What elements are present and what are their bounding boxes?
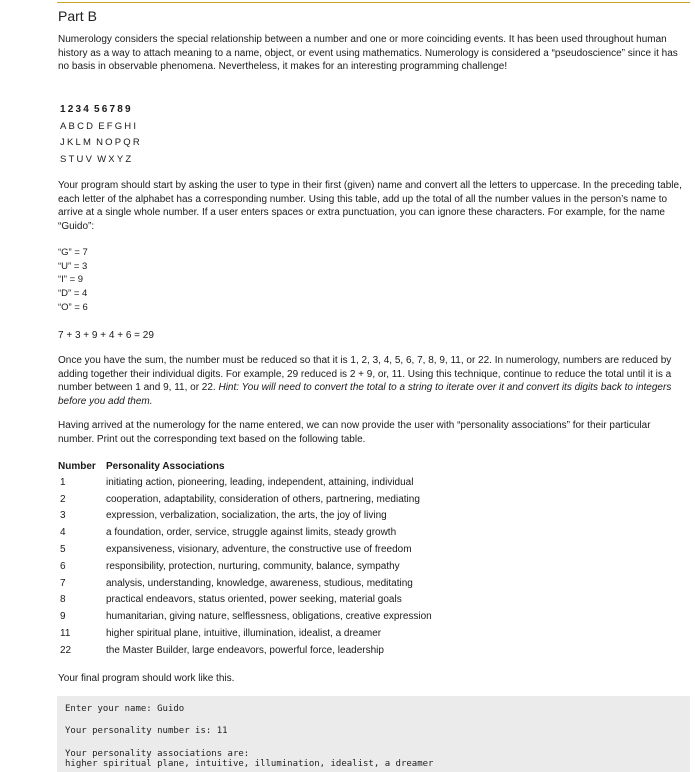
row-number: 4 <box>60 527 66 539</box>
grid-cell: D <box>86 120 93 132</box>
grid-cell: J <box>60 137 65 149</box>
sample-prompt: Enter your name: Guido <box>65 704 185 714</box>
final-text: Your final program should work like this. <box>58 673 235 684</box>
table-header-row <box>58 459 432 474</box>
example-line: “O” = 6 <box>58 301 88 313</box>
grid-cell: C <box>77 120 84 132</box>
table-row <box>58 491 432 508</box>
sample-assoc-label: Your personality associations are: <box>65 749 250 759</box>
grid-cell: R <box>132 137 140 149</box>
grid-cell: Q <box>123 137 131 149</box>
row-associations: cooperation, adaptability, consideration of others, partnering, mediating <box>106 493 420 505</box>
grid-cell: M <box>82 137 91 149</box>
row-associations: humanitarian, giving nature, selflessness, obligations, creative expression <box>106 611 432 623</box>
example-sum: 7 + 3 + 9 + 4 + 6 = 29 <box>58 330 154 341</box>
table-row <box>58 625 432 642</box>
table-row <box>58 508 432 525</box>
table-row <box>58 575 432 592</box>
grid-cell: G <box>114 120 123 132</box>
row-number: 5 <box>60 544 66 556</box>
table-row <box>58 541 432 558</box>
section-title: Part B <box>58 8 97 24</box>
grid-cell: O <box>105 137 113 149</box>
grid-cell: F <box>106 120 113 132</box>
row-number: 2 <box>60 493 66 505</box>
row-associations: higher spiritual plane, intuitive, illumination, idealist, a dreamer <box>106 628 382 640</box>
grid-cell: A <box>60 120 67 132</box>
grid-cell: 1 <box>60 104 66 115</box>
table-row <box>58 524 432 541</box>
grid-cell: 5 <box>94 104 100 115</box>
letter-number-grid <box>60 102 142 168</box>
row-number: 6 <box>60 560 66 572</box>
table-row <box>58 558 432 575</box>
grid-cell: T <box>68 153 75 165</box>
row-associations: expression, verbalization, socialization, the arts, the joy of living <box>106 510 387 522</box>
grid-cell: L <box>75 137 81 149</box>
grid-cell: B <box>68 120 75 132</box>
grid-cell: 8 <box>117 104 123 115</box>
grid-cell: V <box>85 153 92 165</box>
row-associations: responsibility, protection, nurturing, community, balance, sympathy <box>106 560 400 572</box>
table-row <box>58 642 432 659</box>
example-line: “G” = 7 <box>58 247 88 258</box>
grid-cell: N <box>96 137 103 149</box>
sample-result: Your personality number is: 11 <box>65 726 228 736</box>
row-number: 11 <box>60 628 71 640</box>
grid-letter-row <box>60 119 142 136</box>
grid-cell: H <box>124 120 132 132</box>
row-number: 1 <box>60 476 66 488</box>
grid-cell: 7 <box>109 104 116 115</box>
grid-cell: Y <box>116 153 124 165</box>
example-line: “I” = 9 <box>58 274 84 286</box>
grid-cell: 3 <box>75 104 82 115</box>
row-number: 9 <box>60 611 66 623</box>
row-associations: a foundation, order, service, struggle against limits, steady growth <box>106 527 397 539</box>
top-rule <box>57 2 690 3</box>
grid-cell: X <box>108 153 115 165</box>
grid-cell: E <box>98 120 105 132</box>
grid-number-row <box>60 102 142 119</box>
associations-intro: Having arrived at the numerology for the name entered, we can now provide the user with “personality associations” for their particular number. Print out the corresponding text based on the following table. <box>58 420 651 445</box>
example-line: “D” = 4 <box>58 288 88 300</box>
reduce-paragraph <box>58 354 688 408</box>
row-associations: analysis, understanding, knowledge, awareness, studious, meditating <box>106 577 413 589</box>
row-associations: initiating action, pioneering, leading, independent, attaining, individual <box>106 476 414 488</box>
intro-paragraph: Numerology considers the special relationship between a number and one or more coinciding events. It has been used throughout human history as a way to attach meaning to a name, object, or event using mathematics. Numerology is considered a “pseudoscience” since it has no basis in observable phenomena. Nevertheless, it makes for an interesting programming challenge! <box>58 34 678 73</box>
sample-run-block <box>57 696 690 772</box>
table-row <box>58 474 432 491</box>
row-number: 3 <box>60 510 66 522</box>
example-line: “U” = 3 <box>58 260 88 272</box>
reduce-text: Once you have the sum, the number must be reduced so that it is 1, 2, 3, 4, 5, 6, 7, 8, 9, 11, or 22. In numerology, numbers are reduced by adding together their individual digits. For example, 29 reduced is 2 + 9, or, 11. Using this technique, continue to reduce the total until it is a number between 1 and 9, 11, or 22. <box>58 355 672 394</box>
grid-cell: S <box>60 153 67 165</box>
grid-letter-row <box>60 152 142 169</box>
grid-cell: 9 <box>125 104 131 115</box>
table-row <box>58 592 432 609</box>
example-letter-values <box>58 246 88 315</box>
sample-assoc-value: higher spiritual plane, intuitive, illumination, idealist, a dreamer <box>65 759 434 769</box>
grid-cell: 2 <box>67 104 74 115</box>
row-number: 22 <box>60 644 72 656</box>
row-number: 8 <box>60 594 66 606</box>
row-number: 7 <box>60 577 66 589</box>
row-associations: the Master Builder, large endeavors, powerful force, leadership <box>106 644 384 656</box>
instructions-paragraph: Your program should start by asking the user to type in their first (given) name and convert all the letters to uppercase. In the preceding table, each letter of the alphabet has a corresponding number. Using this table, add up the total of all the number values in the person’s name to arrive at a single whole number. If a user enters spaces or extra punctuation, you can ignore these characters. For example, for the name “Guido”: <box>58 180 682 232</box>
grid-cell: I <box>133 120 136 132</box>
grid-cell: U <box>76 153 84 165</box>
table-row <box>58 608 432 625</box>
grid-cell: 6 <box>101 104 108 115</box>
grid-letter-row <box>60 135 142 152</box>
grid-cell: W <box>97 153 107 165</box>
personality-table <box>58 459 432 659</box>
header-number: Number <box>58 461 96 472</box>
row-associations: expansiveness, visionary, adventure, the constructive use of freedom <box>106 544 412 556</box>
grid-cell: K <box>66 137 74 149</box>
row-associations: practical endeavors, status oriented, power seeking, material goals <box>106 594 402 606</box>
header-associations: Personality Associations <box>106 461 225 472</box>
grid-cell: 4 <box>83 104 89 115</box>
reduce-hint: Hint: You will need to convert the total to a string to iterate over it and convert its digits back to integers before you add them. <box>58 382 672 407</box>
grid-cell: Z <box>125 153 132 165</box>
grid-cell: P <box>114 137 122 149</box>
